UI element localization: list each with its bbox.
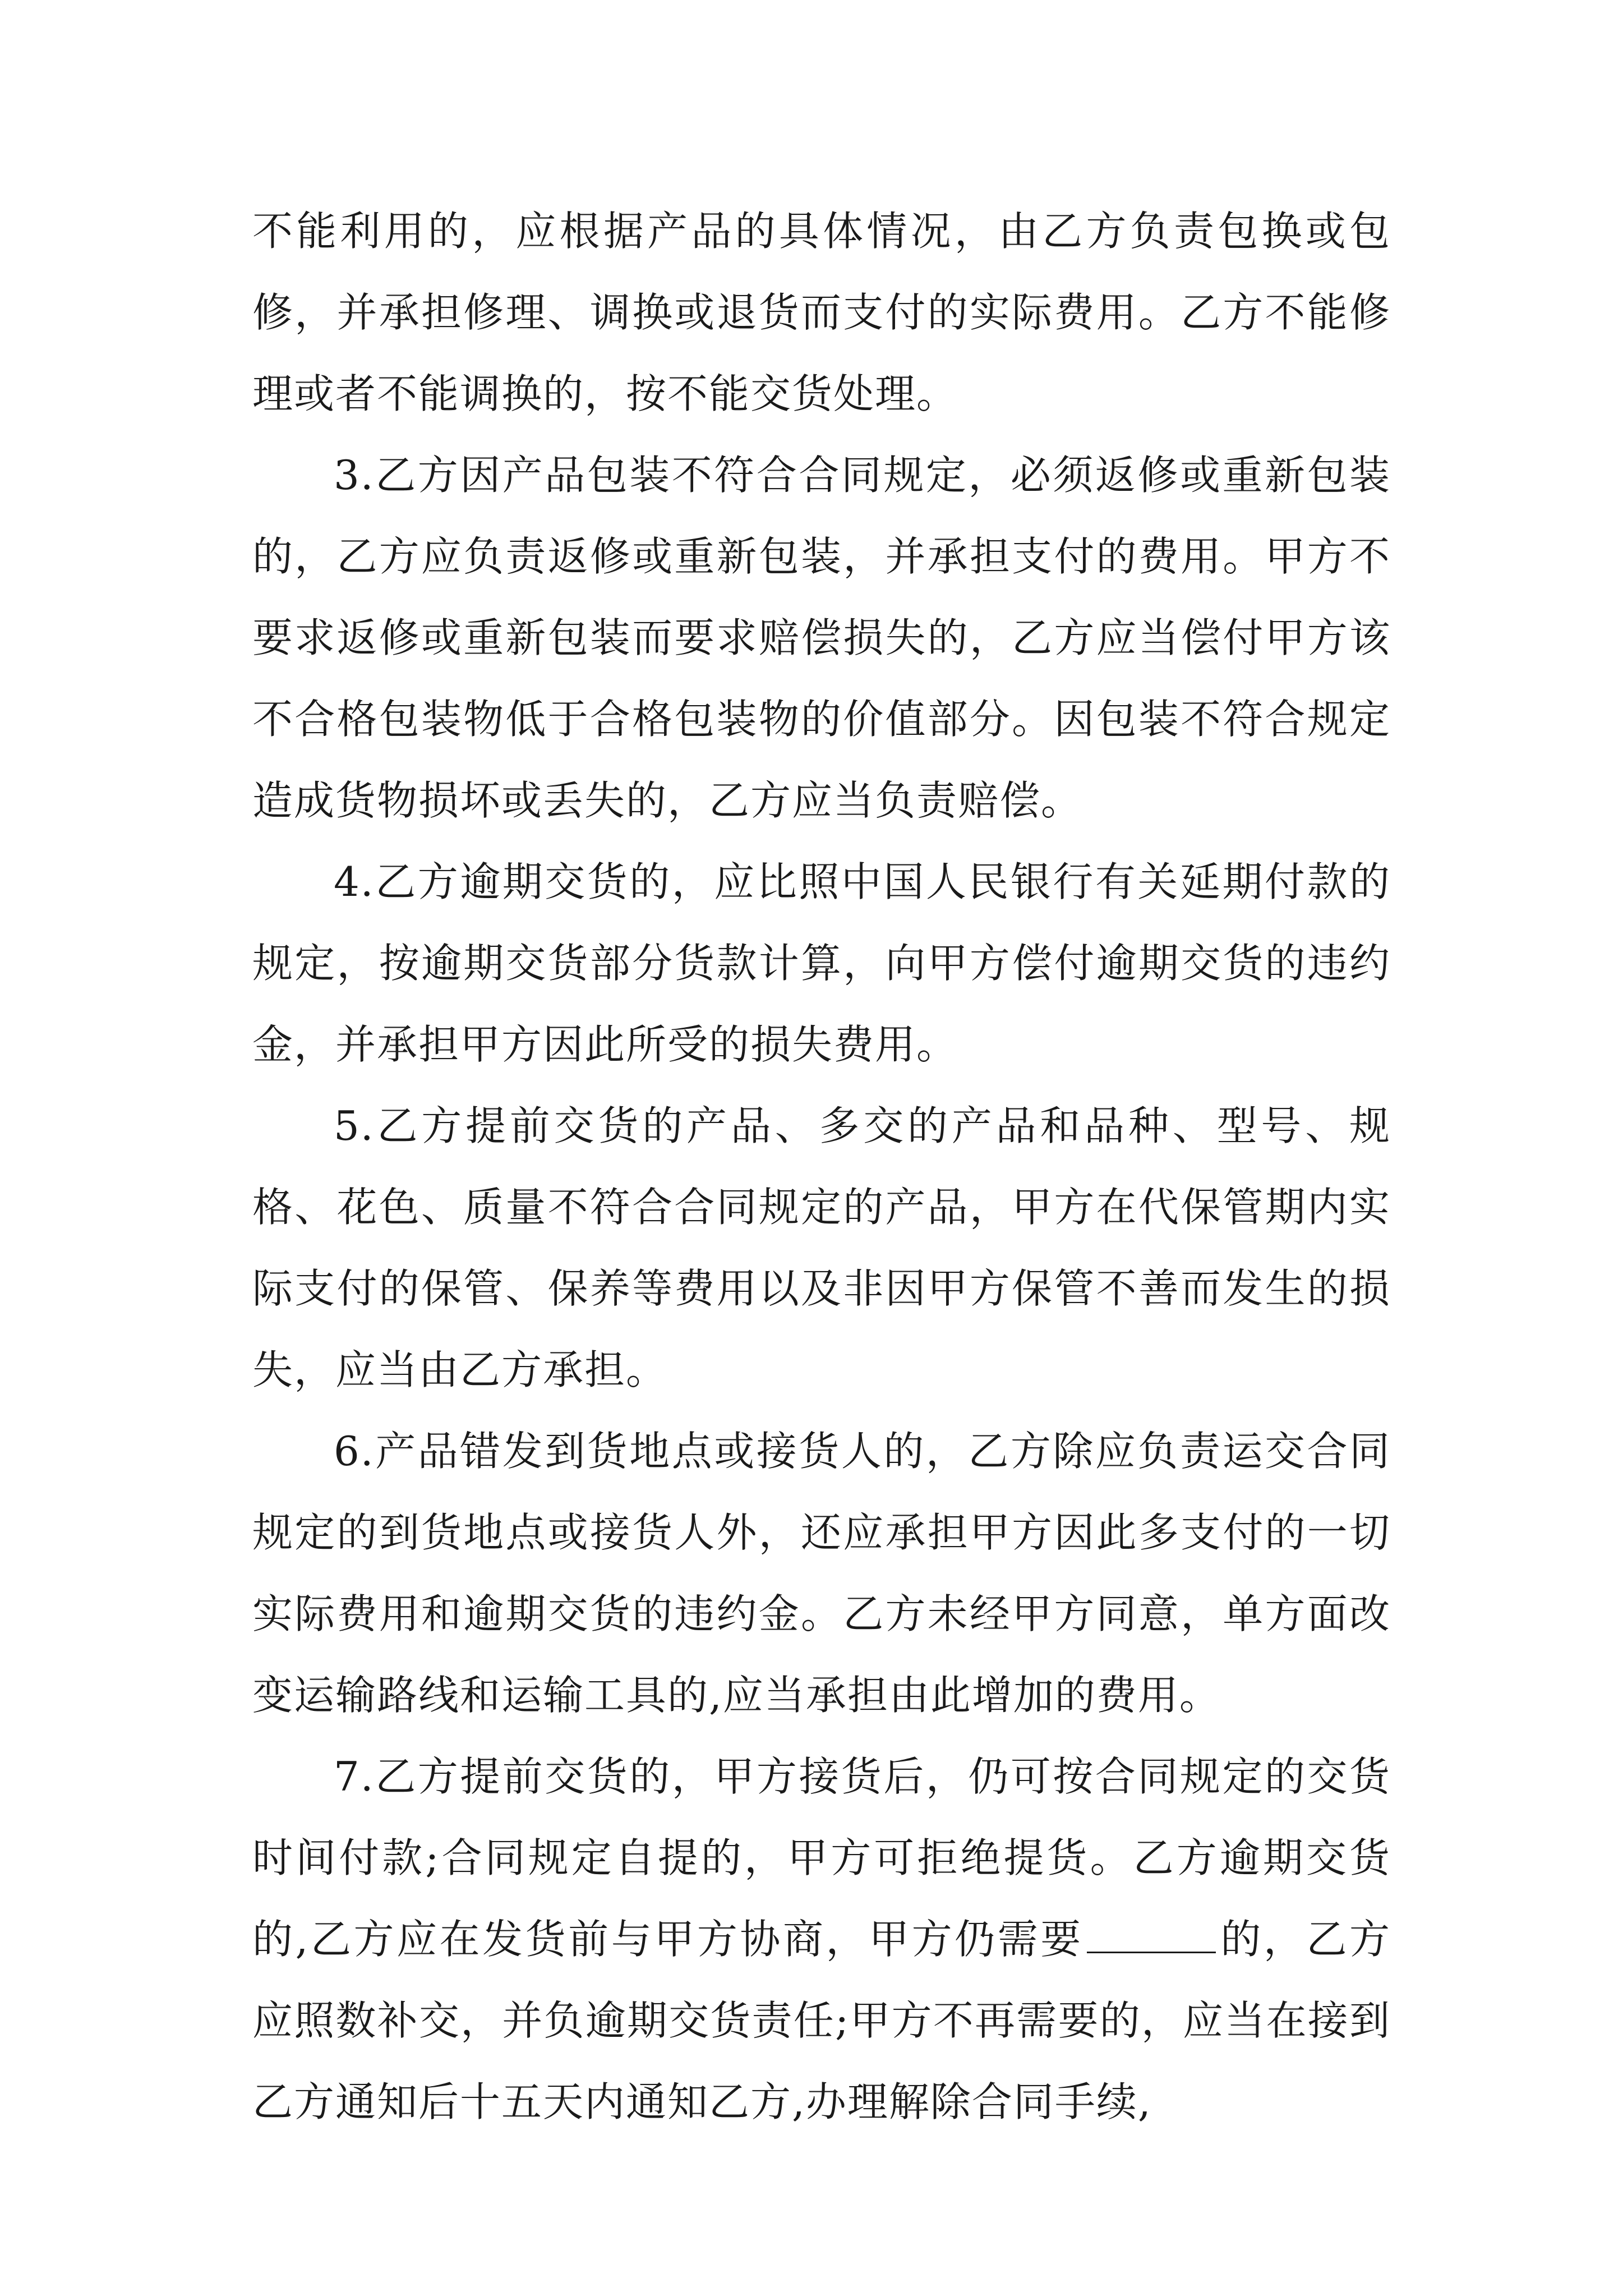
paragraph-clause-7 xyxy=(252,1736,1391,2143)
paragraph-clause-5: 5.乙方提前交货的产品、多交的产品和品种、型号、规格、花色、质量不符合合同规定的产品，甲方在代保管期内实际支付的保管、保养等费用以及非因甲方保管不善而发生的损失，应当由乙方承担。 xyxy=(252,1102,1391,1393)
paragraph-continuation: 不能利用的，应根据产品的具体情况，由乙方负责包换或包修，并承担修理、调换或退货而支付的实际费用。乙方不能修理或者不能调换的，按不能交货处理。 xyxy=(252,208,1391,417)
paragraph-clause-6: 6.产品错发到货地点或接货人的，乙方除应负责运交合同规定的到货地点或接货人外，还应承担甲方因此多支付的一切实际费用和逾期交货的违约金。乙方未经甲方同意，单方面改变运输路线和运输工具的,应当承担由此增加的费用。 xyxy=(252,1428,1391,1719)
document-body xyxy=(252,191,1391,2143)
paragraph-clause-4: 4.乙方逾期交货的，应比照中国人民银行有关延期付款的规定，按逾期交货部分货款计算，向甲方偿付逾期交货的违约金，并承担甲方因此所受的损失费用。 xyxy=(252,858,1391,1068)
clause-7-text-before-blank: 7.乙方提前交货的，甲方接货后，仍可按合同规定的交货时间付款;合同规定自提的，甲方可拒绝提货。乙方逾期交货的,乙方应在发货前与甲方协商，甲方仍需要 xyxy=(252,1753,1391,1963)
clause-7-text-after-blank: 的，乙方应照数补交，并负逾期交货责任;甲方不再需要的，应当在接到乙方通知后十五天内通知乙方,办理解除合同手续, xyxy=(252,1916,1391,2125)
fill-in-blank-line xyxy=(1087,1951,1216,1953)
paragraph-clause-3: 3.乙方因产品包装不符合合同规定，必须返修或重新包装的，乙方应负责返修或重新包装，并承担支付的费用。甲方不要求返修或重新包装而要求赔偿损失的，乙方应当偿付甲方该不合格包装物低于合格包装物的价值部分。因包装不符合规定造成货物损坏或丢失的，乙方应当负责赔偿。 xyxy=(252,452,1391,824)
